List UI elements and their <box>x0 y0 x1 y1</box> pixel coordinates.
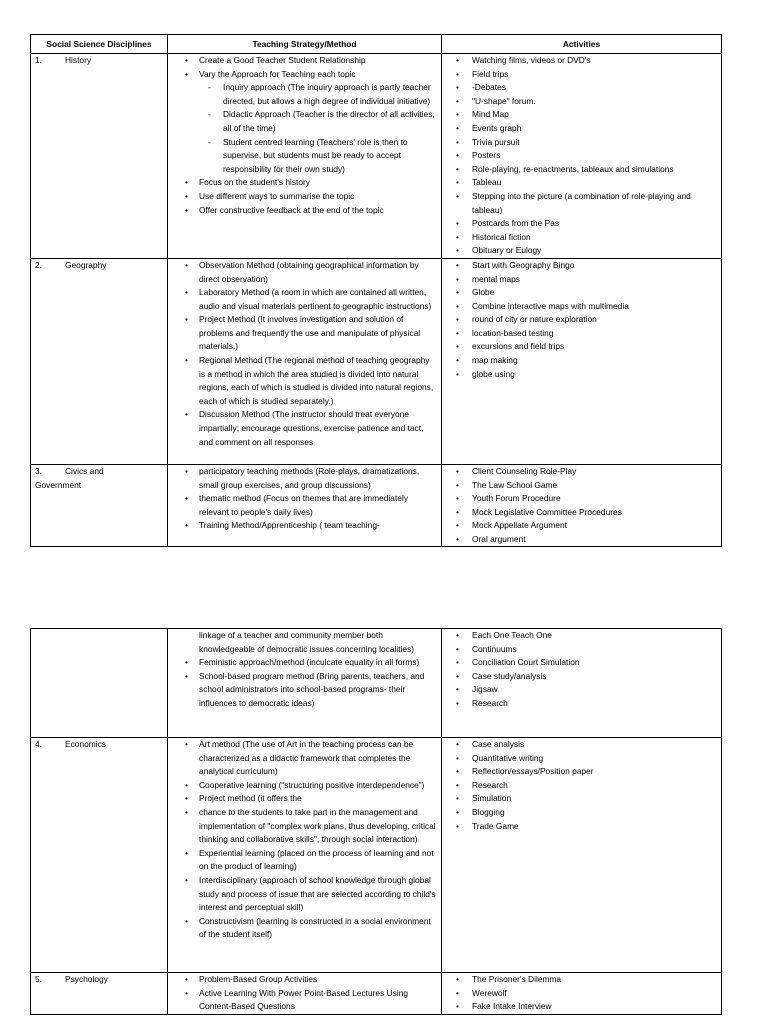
list-item: • Case analysis <box>456 738 717 752</box>
sub-list-item: - Didactic Approach (Teacher is the director of all activities, all of the time) <box>208 108 437 135</box>
list-item: • mental maps <box>456 273 717 287</box>
list-item: • participatory teaching methods (Role-plays, dramatizations, small group exercises, and group discussions) <box>185 465 437 492</box>
table-row-psychology <box>31 973 722 1015</box>
list-item: • The Law School Game <box>456 479 717 493</box>
discipline-cell <box>31 973 168 1015</box>
list-item: • -Debates <box>456 81 717 95</box>
activities-cell <box>442 973 722 1015</box>
list-item: • Simulation <box>456 792 717 806</box>
list-item: • Start with Geography Bingo <box>456 259 717 273</box>
header-row <box>31 35 722 54</box>
list-item: • Globe <box>456 286 717 300</box>
activities-cell <box>442 54 722 259</box>
list-item <box>185 68 437 177</box>
list-item: • Training Method/Apprenticeship ( team teaching- <box>185 519 437 533</box>
discipline-cell <box>31 738 168 973</box>
list-item: • Trivia pursuit <box>456 136 717 150</box>
sub-list-item: - Student centred learning (Teachers' role is then to supervise, but students must be ready to accept responsibility for their own study) <box>208 136 437 177</box>
table-row-economics <box>31 738 722 973</box>
list-item: • Cooperative learning (“structuring positive interdependence”) <box>185 779 437 793</box>
list-item: • Historical fiction <box>456 231 717 245</box>
list-item: • Stepping into the picture (a combination of role-playing and tableau) <box>456 190 717 217</box>
list-item: • Jigsaw <box>456 683 717 697</box>
header-activities: Activities <box>442 35 722 54</box>
discipline-number: 1. <box>35 55 42 65</box>
list-item: • Each One Teach One <box>456 629 717 643</box>
list-item-text: Vary the Approach for Teaching each topic <box>199 68 356 79</box>
list-item: • Oral argument <box>456 533 717 547</box>
list-item: • Feministic approach/method (inculcate equality in all forms) <box>185 656 437 670</box>
discipline-number: 4. <box>35 739 42 749</box>
list-item: • Art method (The use of Art in the teaching process can be characterized as a didactic framework that completes the analytical curriculum) <box>185 738 437 779</box>
strategies-table-part-1 <box>30 34 722 547</box>
discipline-name: Economics <box>65 739 106 749</box>
strategy-cell <box>168 973 442 1015</box>
strategy-cell <box>168 738 442 973</box>
discipline-number: 5. <box>35 974 42 984</box>
discipline-cell <box>31 258 168 464</box>
list-item: • Regional Method (The regional method of teaching geography is a method in which the area studied is divided into natural regions, each of which is studied is divided into natural regions, each of which is studied separately.) <box>185 354 437 408</box>
continued-text: linkage of a teacher and community member both knowledgeable of democratic issues concerning localities) <box>199 630 415 654</box>
discipline-name-line-2: Government <box>35 479 82 490</box>
sub-list-item: - Inquiry approach (The inquiry approach is partly teacher directed, but allows a high degree of individual initiative) <box>208 81 437 108</box>
list-item: • Postcards from the Pas <box>456 217 717 231</box>
list-item: • Continuums <box>456 643 717 657</box>
list-item: • Mock Appellate Argument <box>456 519 717 533</box>
list-item: • Mock Legislative Committee Procedures <box>456 506 717 520</box>
list-item: • Create a Good Teacher Student Relationship <box>185 54 437 68</box>
list-item: • Laboratory Method (a room in which are contained all written, audio and visual materials pertinent to geographic instructions) <box>185 286 437 313</box>
list-item: • Client Counseling Role-Play <box>456 465 717 479</box>
activities-cell <box>442 464 722 547</box>
list-item: • Interdisciplinary (approach of school knowledge through global study and process of issue that are selected according to child's interest and perceptual skill) <box>185 874 437 915</box>
discipline-name: History <box>65 55 92 65</box>
list-item: • round of city or nature exploration <box>456 313 717 327</box>
list-item: • Combine interactive maps with multimedia <box>456 300 717 314</box>
list-item: • Experiential learning (placed on the process of learning and not on the product of learning) <box>185 847 437 874</box>
list-item: • globe using <box>456 368 717 382</box>
list-item: • The Prisoner's Dilemma <box>456 973 717 987</box>
list-item: • Watching films, videos or DVD's <box>456 54 717 68</box>
list-item: • Role-playing, re-enactments, tableaux and simulations <box>456 163 717 177</box>
discipline-name: Geography <box>65 259 107 270</box>
strategy-cell <box>168 54 442 259</box>
header-strategy: Teaching Strategy/Method <box>168 35 442 54</box>
discipline-number: 3. <box>35 465 42 476</box>
list-item: • thematic method (Focus on themes that are immediately relevant to people's daily lives) <box>185 492 437 519</box>
activities-cell <box>442 738 722 973</box>
list-item: • Project method (it offers the <box>185 792 437 806</box>
strategies-table-part-2 <box>30 628 722 1015</box>
list-item: • Mind Map <box>456 108 717 122</box>
list-item: • "U-shape" forum. <box>456 95 717 109</box>
list-item: • Project Method (It involves investigation and solution of problems and frequently the use and manipulate of physical materials.) <box>185 313 437 354</box>
list-item: • Reflection/essays/Position paper <box>456 765 717 779</box>
list-item: • Youth Forum Procedure <box>456 492 717 506</box>
list-item: • Research <box>456 779 717 793</box>
discipline-name: Psychology <box>65 974 108 984</box>
list-item: • map making <box>456 354 717 368</box>
list-item: • Constructivism (learning is constructed in a social environment of the student itself) <box>185 915 437 942</box>
strategy-cell <box>168 464 442 547</box>
discipline-cell <box>31 54 168 259</box>
list-item: • Events graph <box>456 122 717 136</box>
table-row-civics <box>31 464 722 547</box>
list-item: • Trade Game <box>456 820 717 834</box>
discipline-cell <box>31 464 168 547</box>
list-item: • Use different ways to summarise the topic <box>185 190 437 204</box>
list-item: • Werewolf <box>456 987 717 1001</box>
list-item: • Research <box>456 697 717 711</box>
activities-cell <box>442 629 722 738</box>
discipline-cell <box>31 629 168 738</box>
list-item: • Discussion Method (The instructor should treat everyone impartially; encourage questions, exercise patience and tact, and comment on all responses <box>185 408 437 449</box>
table-row-history <box>31 54 722 259</box>
discipline-name: Civics and <box>65 465 104 476</box>
list-item: • Observation Method (obtaining geographical information by direct observation) <box>185 259 437 286</box>
table-row-civics-continued <box>31 629 722 738</box>
list-item: • Active Learning With Power Point-Based Lectures Using Content-Based Questions <box>185 987 437 1014</box>
list-item: • Conciliation Court Simulation <box>456 656 717 670</box>
header-disciplines: Social Science Disciplines <box>31 35 168 54</box>
list-item: • Posters <box>456 149 717 163</box>
list-item: • Focus on the student's history <box>185 176 437 190</box>
list-item: • Blogging <box>456 806 717 820</box>
table-row-geography <box>31 258 722 464</box>
strategy-cell <box>168 258 442 464</box>
list-item: • Offer constructive feedback at the end of the topic <box>185 204 437 218</box>
list-item: • Tableau <box>456 176 717 190</box>
list-item: • Quantitative writing <box>456 752 717 766</box>
list-item: • Case study/analysis <box>456 670 717 684</box>
list-item: • Fake Intake Interview <box>456 1000 717 1014</box>
activities-cell <box>442 258 722 464</box>
list-item: • excursions and field trips <box>456 340 717 354</box>
list-item: • Obituary or Eulogy <box>456 244 717 258</box>
list-item: • School-based program method (Bring parents, teachers, and school administrators into school-based programs- their influences to democratic ideas) <box>185 670 437 711</box>
discipline-number: 2. <box>35 259 42 270</box>
list-item: • Problem-Based Group Activities <box>185 973 437 987</box>
list-item: • Field trips <box>456 68 717 82</box>
list-item: • chance to the students to take part in the management and implementation of "complex work plans, thus developing, critical thinking and collaborative skills", through social interaction) <box>185 806 437 847</box>
strategy-cell <box>168 629 442 738</box>
list-item: • location-based testing <box>456 327 717 341</box>
